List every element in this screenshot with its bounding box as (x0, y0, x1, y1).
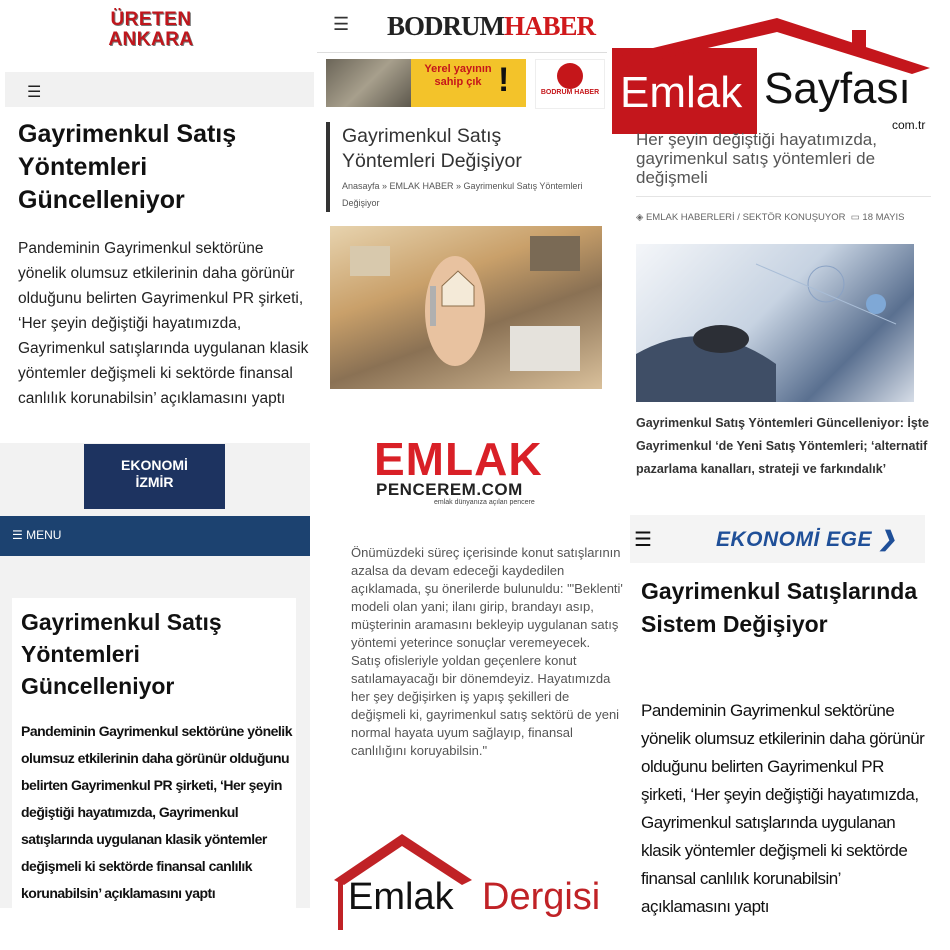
house-keychain-illustration (330, 226, 602, 389)
breadcrumb[interactable]: Anasayfa » EMLAK HABER » Gayrimenkul Satış Yöntemleri Değişiyor (342, 181, 583, 208)
menu-button[interactable] (12, 528, 61, 542)
bodrum-haber-logo[interactable] (387, 11, 595, 42)
chevron-right-icon: ❯ (878, 528, 897, 551)
ad-banner[interactable] (326, 59, 526, 107)
ekonomi-izmir-logo[interactable] (84, 444, 225, 509)
article-title: Her şeyin değiştiği hayatımızda, gayrimenkul satış yöntemleri de değişmeli (636, 130, 877, 187)
article-caption: Gayrimenkul Satış Yöntemleri Güncelleniyor: İşte Gayrimenkul ‘de Yeni Satış Yöntemleri; ‘alternatif pazarlama kanalları, strateji ve farkındalık’ (636, 416, 929, 476)
logo-line-1: ÜRETEN (110, 9, 192, 30)
category-icon: ◈ (636, 212, 644, 223)
title-block (326, 122, 605, 212)
ekonomi-ege-article (630, 505, 945, 945)
bodrum-emblem (535, 59, 605, 109)
ekonomi-ege-logo[interactable] (716, 527, 896, 552)
article-title: Gayrimenkul Satışlarında Sistem Değişiyor (641, 578, 918, 637)
article-image (636, 244, 914, 402)
ureten-ankara-logo[interactable] (103, 10, 199, 60)
emlak-dergisi-logo[interactable] (332, 830, 622, 940)
calendar-icon: ▭ (848, 212, 860, 223)
logo-part-1: BODRUM (387, 11, 504, 41)
meta-category[interactable]: EMLAK HABERLERİ / SEKTÖR KONUŞUYOR (645, 212, 846, 223)
emlak-sayfasi-logo[interactable] (612, 18, 930, 134)
logo-tagline: emlak dünyanıza açılan pencere (434, 499, 535, 506)
logo-emlak: Emlak (348, 876, 454, 918)
logo-emlak: Emlak (620, 68, 743, 117)
article-body: Pandeminin Gayrimenkul sektörüne yönelik olumsuz etkilerinin daha görünür olduğunu belirten Gayrimenkul PR şirketi, ‘Her şeyin değiştiği hayatımızda, Gayrimenkul satışlarında uygulanan klasik yöntemler değişmeli ki sektörde finansal canlılık korunabilsin’ açıklamasını yaptı (18, 240, 309, 407)
ekonomi-izmir-article (0, 443, 310, 908)
logo-part-2: HABER (504, 11, 596, 41)
hamburger-menu-icon[interactable]: ☰ (333, 14, 350, 34)
ureten-ankara-article (5, 0, 314, 440)
logo-line-1: EKONOMİ (121, 457, 188, 473)
emlak-penceresi-logo[interactable]: EMLAK (374, 433, 543, 485)
logo-line-2: İZMİR (135, 474, 174, 490)
article-meta (636, 212, 936, 223)
logo-line-2: ANKARA (108, 29, 194, 50)
logo-domain: PENCEREM.COM (376, 480, 523, 499)
hamburger-menu-icon[interactable]: ☰ (27, 84, 42, 101)
article-image (330, 226, 602, 389)
nav-bar (0, 516, 310, 556)
logo-domain: com.tr (892, 118, 926, 132)
article-title: Gayrimenkul Satış Yöntemleri Güncelleniyor (18, 120, 237, 214)
hamburger-menu-icon[interactable]: ☰ (634, 529, 652, 551)
logo-dergisi: Dergisi (482, 876, 601, 918)
article-body: Önümüzdeki süreç içerisinde konut satışlarının azalsa da devam edeceği kaydedilen açıklamada, şu önerilerde bulunuldu: "'Beklenti' modeli olan yani; ilanı girip, brandayı asıp, müşterinin aramasını bekleyip uygulanan satış yöntemi yeterince sonuçlar veremeyecek. Satış ofisleriyle yoldan geçenlere konut satılamayacağı bir dönemdeyiz. Hayatımızda her şey değişirken iş yapış şekilleri de değişmeli ki, gayrimenkul satış sektörü de yeni normal hayata uyum sağlayıp, finansal canlılığını koruyabilsin." (351, 545, 623, 758)
article-title: Gayrimenkul Satış Yöntemleri Değişiyor (342, 125, 522, 172)
nav-bar (5, 72, 314, 107)
crescent-emblem-icon (557, 63, 583, 89)
meta-date: 18 MAYIS (862, 212, 905, 223)
divider (636, 196, 931, 197)
emblem-label: BODRUM HABER (540, 89, 600, 96)
article-body: Pandeminin Gayrimenkul sektörüne yönelik olumsuz etkilerinin daha görünür olduğunu belirten Gayrimenkul PR şirketi, ‘Her şeyin değiştiği hayatımızda, Gayrimenkul satışlarında uygulanan klasik yöntemler değişmeli ki sektörde finansal canlılık korunabilsin’ açıklamasını yaptı (641, 701, 925, 916)
menu-label: MENU (26, 528, 62, 542)
article-title: Gayrimenkul Satış Yöntemleri Güncelleniyor (21, 609, 222, 699)
header-bar (317, 0, 607, 53)
article-body: Pandeminin Gayrimenkul sektörüne yönelik olumsuz etkilerinin daha görünür olduğunu belirten Gayrimenkul PR şirketi, ‘Her şeyin değiştiği hayatımızda, Gayrimenkul satışlarında uygulanan klasik yöntemler değişmeli ki sektörde finansal canlılık korunabilsin’ açıklamasını yaptı (21, 723, 292, 901)
ad-photo (326, 59, 411, 107)
logo-sayfasi: Sayfası (764, 64, 911, 113)
hamburger-menu-icon: ☰ (12, 528, 23, 542)
emlak-penceresi-article (318, 400, 628, 945)
emlak-sayfasi-article (610, 0, 945, 500)
article-card (12, 598, 296, 908)
ad-text: Yerel yayının sahip çık (424, 63, 492, 88)
logo-text: EKONOMİ EGE (716, 528, 873, 551)
bodrum-haber-article (317, 0, 607, 400)
exclamation-icon: ! (498, 61, 510, 99)
nav-bar (630, 515, 925, 563)
laptop-hand-illustration (636, 244, 914, 402)
